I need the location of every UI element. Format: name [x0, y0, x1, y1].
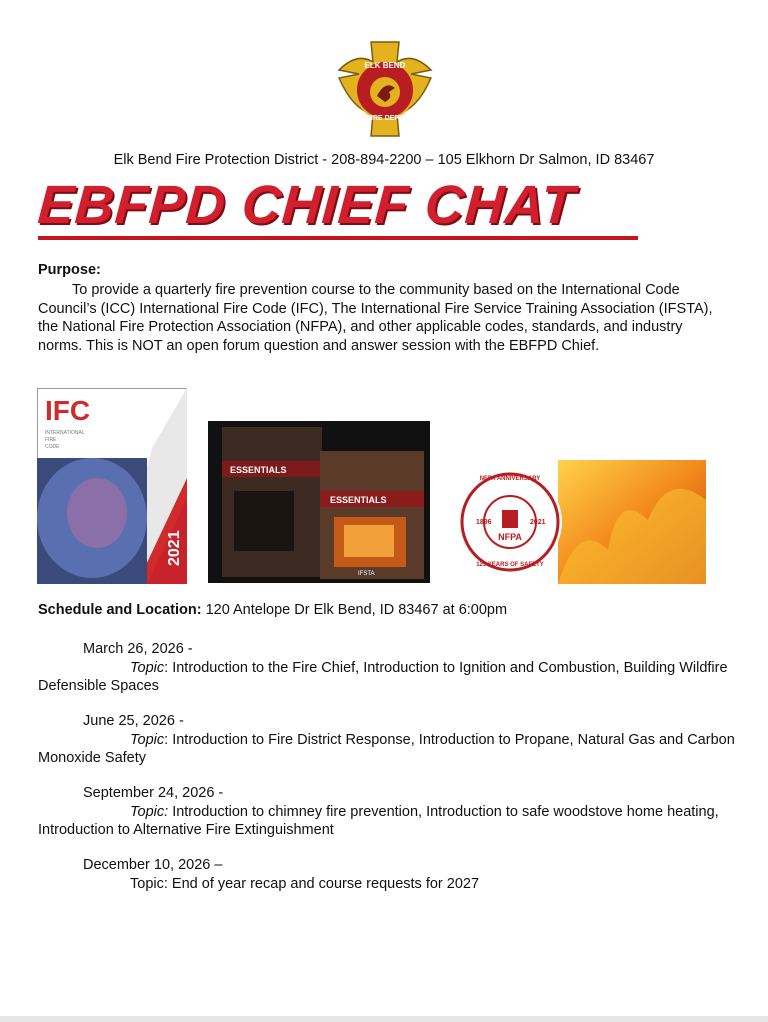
- schedule-location: 120 Antelope Dr Elk Bend, ID 83467 at 6:00pm: [205, 602, 508, 618]
- topic-text: End of year recap and course requests for 2027: [171, 875, 480, 892]
- nfpa-top-text: NFPA ANNIVERSARY: [479, 476, 541, 482]
- topic-label: Topic: [130, 731, 165, 748]
- schedule-entry: [38, 640, 738, 696]
- nfpa-center-text: NFPA: [498, 532, 522, 542]
- schedule-entry: [38, 784, 738, 840]
- page-title: EBFPD CHIEF CHAT: [35, 175, 578, 235]
- nfpa-bottom-text: 125 YEARS OF SAFETY: [476, 562, 544, 568]
- essentials-books-image: [208, 421, 430, 583]
- schedule-heading: [38, 602, 507, 618]
- ifc-subtitle-3: CODE: [45, 444, 60, 450]
- page-bottom-bar: [0, 1016, 768, 1022]
- entry-date: June 25, 2026 -: [83, 713, 184, 729]
- fire-dept-logo: [337, 40, 433, 138]
- ifsta-tag: IFSTA: [358, 571, 375, 577]
- book2-title: ESSENTIALS: [330, 495, 387, 505]
- schedule-entry: [38, 712, 738, 768]
- entry-date: March 26, 2026 -: [83, 641, 193, 657]
- logo-top-text: ELK BEND: [364, 61, 406, 70]
- entry-date: December 10, 2026 –: [83, 857, 223, 873]
- purpose-label: Purpose:: [38, 262, 101, 278]
- schedule-label: Schedule and Location:: [38, 602, 202, 618]
- ifc-subtitle-1: INTERNATIONAL: [45, 430, 85, 436]
- entry-topic: Topic: Introduction to the Fire Chief, Introduction to Ignition and Combustion, Building Wildfire Defensible Spaces: [38, 659, 728, 694]
- ifc-book-image: [37, 388, 187, 584]
- topic-label: Topic: [130, 659, 165, 676]
- ifc-title: IFC: [45, 395, 91, 426]
- entry-date: September 24, 2026 -: [83, 785, 224, 801]
- topic-label: Topic:: [130, 803, 169, 820]
- topic-text: Introduction to Fire District Response, Introduction to Propane, Natural Gas and Carbon Monoxide Safety: [38, 731, 735, 766]
- nfpa-year-left: 1896: [476, 519, 492, 526]
- topic-text: Introduction to the Fire Chief, Introduction to Ignition and Combustion, Building Wildfire Defensible Spaces: [38, 659, 728, 694]
- schedule-entry: [38, 856, 738, 893]
- ifc-year: 2021: [166, 530, 183, 566]
- logo-bottom-text: FIRE DEPT: [366, 115, 404, 122]
- book1-title: ESSENTIALS: [230, 465, 287, 475]
- purpose-text: To provide a quarterly fire prevention course to the community based on the International Code Council’s (ICC) International Fire Code (IFC), The International Fire Service Training Association (IFSTA), the National Fire Protection Association (NFPA), and other applicable codes, standards, and industry norms. This is NOT an open forum question and answer session with the EBFPD Chief.: [38, 282, 713, 354]
- nfpa-anniversary-image: [458, 460, 706, 584]
- entry-topic: [38, 875, 738, 894]
- topic-label: Topic:: [130, 875, 168, 892]
- nfpa-year-right: 2021: [530, 519, 546, 526]
- entry-topic: Topic: Introduction to Fire District Response, Introduction to Propane, Natural Gas and Carbon Monoxide Safety: [38, 731, 735, 766]
- title-underline: [38, 236, 638, 240]
- contact-line: Elk Bend Fire Protection District - 208-894-2200 – 105 Elkhorn Dr Salmon, ID 83467: [113, 152, 655, 168]
- ifc-subtitle-2: FIRE: [45, 437, 57, 443]
- entry-topic: [38, 803, 738, 840]
- topic-text: Introduction to chimney fire prevention, Introduction to safe woodstove home heating, Introduction to Alternative Fire Extinguishment: [38, 803, 719, 838]
